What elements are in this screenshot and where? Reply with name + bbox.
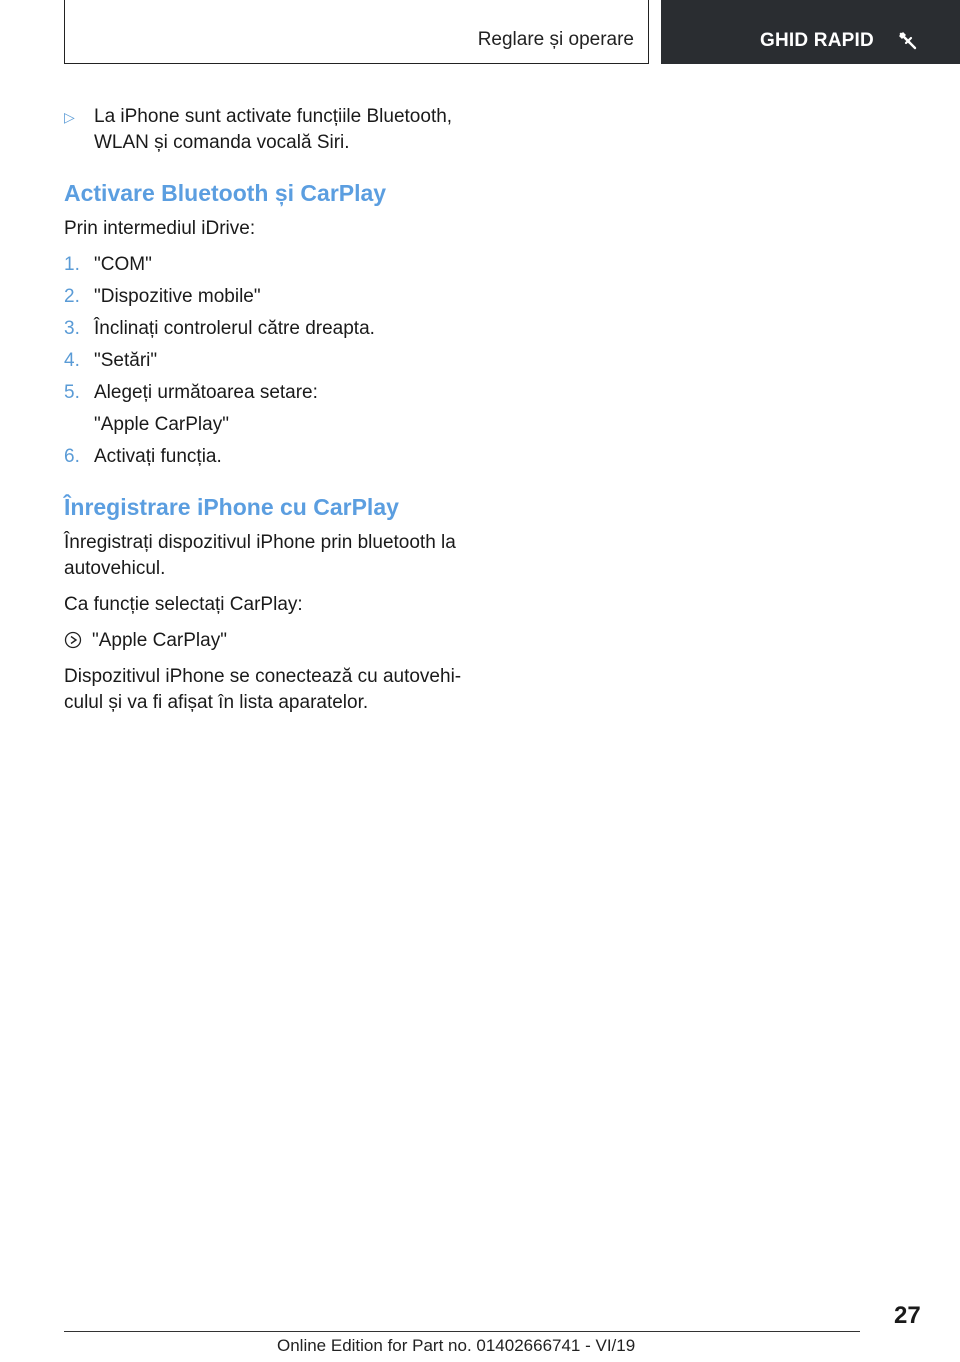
steps-list-cont [64, 444, 474, 470]
page-number: 27 [894, 1302, 921, 1329]
step-number: 2. [64, 286, 80, 307]
header-chapter-box [661, 0, 960, 64]
step-item [64, 444, 474, 470]
triangle-bullet-icon: ▷ [64, 109, 75, 125]
step-number: 6. [64, 446, 80, 467]
step-number: 5. [64, 382, 80, 403]
step-text: "COM" [94, 254, 152, 275]
header-section-box [64, 0, 649, 64]
step-sub-option: "Apple CarPlay" [94, 414, 229, 435]
menu-item-row [64, 628, 474, 654]
play-circle-icon [64, 631, 82, 649]
footer-divider [64, 1331, 860, 1332]
chapter-title: GHID RAPID [760, 30, 874, 51]
section-title: Reglare și operare [477, 29, 634, 50]
section1-lead: Prin intermediul iDrive: [64, 218, 256, 239]
section2-para1: Înregistrați dispozitivul iPhone prin bluetooth la autovehicul. [64, 532, 456, 579]
step-text: "Setări" [94, 350, 158, 371]
footer-edition: Online Edition for Part no. 01402666741 - VI/19 [277, 1336, 636, 1355]
menu-item-text: "Apple CarPlay" [92, 630, 227, 651]
step-item [64, 316, 474, 342]
step-text: Activați funcția. [94, 446, 222, 467]
section1-heading: Activare Bluetooth și CarPlay [64, 180, 387, 206]
step-item [64, 284, 474, 310]
step-text: Înclinați controlerul către dreapta. [94, 318, 375, 339]
step-item [64, 380, 474, 406]
page-content [64, 104, 474, 726]
step-text: "Dispozitive mobile" [94, 286, 261, 307]
step-text: Alegeți următoarea setare: [94, 382, 318, 403]
step-number: 4. [64, 350, 80, 371]
intro-bullet-text: La iPhone sunt activate funcțiile Bluetooth, WLAN și comanda vocală Siri. [94, 106, 453, 153]
section2-para2: Ca funcție selectați CarPlay: [64, 594, 303, 615]
step-number: 1. [64, 254, 80, 275]
step-item [64, 252, 474, 278]
section2-para3: Dispozitivul iPhone se conectează cu autovehi-culul și va fi afișat în lista aparatelor. [64, 666, 462, 713]
section2-heading: Înregistrare iPhone cu CarPlay [64, 494, 399, 520]
wrench-hammer-icon [897, 30, 919, 52]
steps-list [64, 252, 474, 406]
step-number: 3. [64, 318, 80, 339]
intro-bullet [64, 104, 474, 156]
step-item [64, 348, 474, 374]
